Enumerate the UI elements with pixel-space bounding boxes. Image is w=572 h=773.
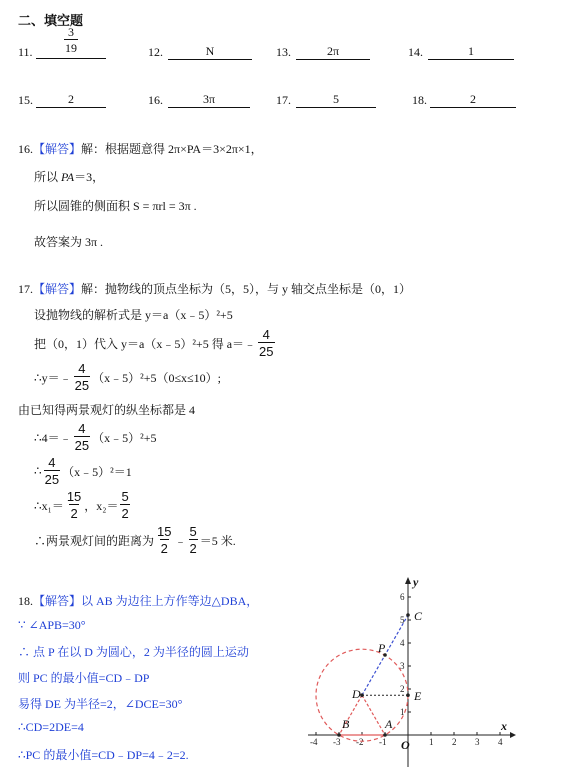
- blank-16-answer: 3π: [168, 92, 250, 108]
- y-tick-label: 5: [400, 615, 405, 625]
- q17-line4-a: ∴y＝﹣: [34, 370, 72, 385]
- q17-number: 17.: [18, 282, 33, 296]
- x-axis-arrow: [510, 732, 516, 738]
- fraction-4-25: [44, 456, 60, 486]
- blank-14-answer: 1: [428, 44, 514, 60]
- x-tick-label: 4: [498, 737, 503, 747]
- point-B: [337, 733, 341, 737]
- fraction-4-25: [74, 362, 90, 392]
- fraction-5-2: [189, 525, 198, 555]
- fraction-numerator: 3: [68, 25, 74, 39]
- blank-17-number: 17.: [276, 93, 291, 107]
- q18-line7: ∴PC 的最小值=CD﹣DP=4﹣2=2.: [18, 748, 189, 762]
- q17-line7-a: ∴: [34, 463, 42, 478]
- blank-16-number: 16.: [148, 93, 163, 107]
- fraction-denominator: 2: [70, 506, 78, 521]
- label-B: B: [342, 717, 350, 731]
- q16-line1: 解：根据题意得 2π×PA＝3×2π×1，: [81, 142, 263, 156]
- label-C: C: [414, 609, 423, 623]
- blank-12-number: 12.: [148, 45, 163, 59]
- q17-line4-b: （x﹣5）²+5（0≤x≤10）;: [92, 370, 221, 385]
- q18-line1: 以 AB 为边往上方作等边△DBA，: [81, 594, 259, 608]
- q17-line4: [34, 362, 221, 392]
- y-axis-arrow: [405, 577, 411, 584]
- fraction-numerator: 4: [78, 421, 86, 436]
- q18-tag: 【解答】: [33, 594, 82, 608]
- q17-line7-b: （x﹣5）²＝1: [62, 464, 132, 479]
- q17-line3: [34, 328, 277, 358]
- blank-14-number: 14.: [408, 45, 423, 59]
- point-D: [360, 693, 364, 697]
- fraction-15-2: [156, 525, 172, 555]
- fraction-numerator: 4: [262, 327, 270, 342]
- q17-line6: [34, 422, 156, 452]
- fraction-denominator: 19: [65, 41, 77, 55]
- fraction-4-25: [74, 422, 90, 452]
- blank-13-number: 13.: [276, 45, 291, 59]
- fraction-denominator: 25: [74, 438, 90, 453]
- q17-line9-minus: ﹣: [174, 533, 187, 548]
- segment-DA: [362, 695, 385, 735]
- fraction-denominator: 25: [74, 378, 90, 393]
- q16-line2-a: 所以: [34, 170, 62, 184]
- blank-18-number: 18.: [412, 93, 427, 107]
- label-P: P: [378, 641, 386, 655]
- q17-line9-b: ＝5 米.: [199, 533, 236, 548]
- q18-number: 18.: [18, 594, 33, 608]
- fraction-denominator: 2: [121, 506, 129, 521]
- blank-11-fraction: [64, 26, 78, 54]
- q18-line6: ∴CD=2DE=4: [18, 720, 84, 734]
- fraction-numerator: 15: [157, 524, 172, 539]
- q16-line3: 所以圆锥的侧面积 S = πrl = 3π .: [34, 199, 197, 213]
- q17-line7: [34, 456, 132, 486]
- fraction-4-25: [258, 328, 274, 358]
- q18-line5: 易得 DE 为半径=2，∠DCE=30°: [18, 697, 183, 711]
- q16-line2-b: ＝3，: [74, 170, 105, 184]
- y-axis-label: y: [413, 575, 419, 589]
- q17-line6-b: （x﹣5）²+5: [92, 430, 157, 445]
- fraction-denominator: 2: [189, 541, 197, 556]
- point-E: [406, 693, 410, 697]
- q18-line2: ∵ ∠APB=30°: [18, 618, 86, 632]
- fraction-numerator: 4: [78, 361, 86, 376]
- q18-coordinate-figure: [300, 572, 520, 772]
- q18-line3: ∴ 点 P 在以 D 为圆心，2 为半径的圆上运动: [18, 645, 249, 659]
- label-E: E: [414, 689, 422, 703]
- x-tick-label: -4: [310, 737, 318, 747]
- q17-line8-b: ，x₂＝: [84, 498, 119, 513]
- x-tick-label: -1: [379, 737, 387, 747]
- x-tick-label: 3: [475, 737, 480, 747]
- section-title: 二、填空题: [18, 13, 84, 28]
- q17-first-line: [18, 280, 411, 297]
- x-axis-label: x: [501, 719, 507, 733]
- blank-15-answer: 2: [36, 92, 106, 108]
- q16-tag: 【解答】: [33, 142, 82, 156]
- q18-line4: 则 PC 的最小值=CD﹣DP: [18, 671, 150, 685]
- blank-11-answer: [36, 26, 106, 59]
- fraction-denominator: 2: [160, 541, 168, 556]
- y-ticks: [400, 592, 411, 717]
- q17-line5: 由已知得两景观灯的纵坐标都是 4: [18, 403, 196, 417]
- q17-line8-a: ∴x₁＝: [34, 498, 64, 513]
- y-tick-label: 3: [400, 661, 405, 671]
- x-tick-label: -3: [333, 737, 341, 747]
- x-tick-label: 2: [452, 737, 457, 747]
- q17-tag: 【解答】: [33, 282, 82, 296]
- blank-15-number: 15.: [18, 93, 33, 107]
- y-tick-label: 6: [400, 592, 405, 602]
- y-tick-label: 4: [400, 638, 405, 648]
- y-tick-label: 1: [400, 707, 405, 717]
- q17-line2: 设抛物线的解析式是 y＝a（x﹣5）²+5: [34, 308, 233, 322]
- origin-label: O: [401, 738, 410, 752]
- q17-line1: 解：抛物线的顶点坐标为（5，5），与 y 轴交点坐标是（0，1）: [81, 282, 412, 296]
- blank-13-answer: 2π: [296, 44, 370, 60]
- label-A: A: [385, 717, 393, 731]
- q16-number: 16.: [18, 142, 33, 156]
- y-tick-label: 2: [400, 684, 405, 694]
- q17-line3-text: 把（0，1）代入 y＝a（x﹣5）²+5 得 a＝﹣: [34, 336, 257, 351]
- label-D: D: [352, 687, 361, 701]
- blank-17-answer: 5: [296, 92, 376, 108]
- q18-first-line: [18, 592, 258, 609]
- blank-11-number: 11.: [18, 45, 33, 59]
- blank-18-answer: 2: [430, 92, 516, 108]
- fraction-numerator: 15: [66, 489, 82, 504]
- blank-12-answer: N: [168, 44, 252, 60]
- fraction-15-2: [66, 490, 82, 520]
- fraction-denominator: 25: [44, 472, 60, 487]
- fraction-numerator: 5: [121, 489, 129, 504]
- q16-first-line: [18, 140, 263, 157]
- fraction-5-2: [120, 490, 129, 520]
- point-C: [406, 613, 410, 617]
- q16-line2: [34, 168, 104, 185]
- q17-line8: [34, 490, 132, 520]
- point-A: [383, 733, 387, 737]
- x-tick-label: -2: [356, 737, 364, 747]
- q17-line9-a: ∴两景观灯间的距离为: [34, 533, 155, 548]
- fraction-numerator: 5: [189, 524, 197, 539]
- x-tick-label: 1: [429, 737, 434, 747]
- q17-line6-a: ∴4＝﹣: [34, 430, 72, 445]
- q17-line9: [34, 525, 236, 555]
- q16-line4: 故答案为 3π .: [34, 235, 104, 249]
- q16-line2-var: PA: [61, 170, 75, 184]
- fraction-numerator: 4: [48, 455, 56, 470]
- fraction-denominator: 25: [259, 344, 274, 359]
